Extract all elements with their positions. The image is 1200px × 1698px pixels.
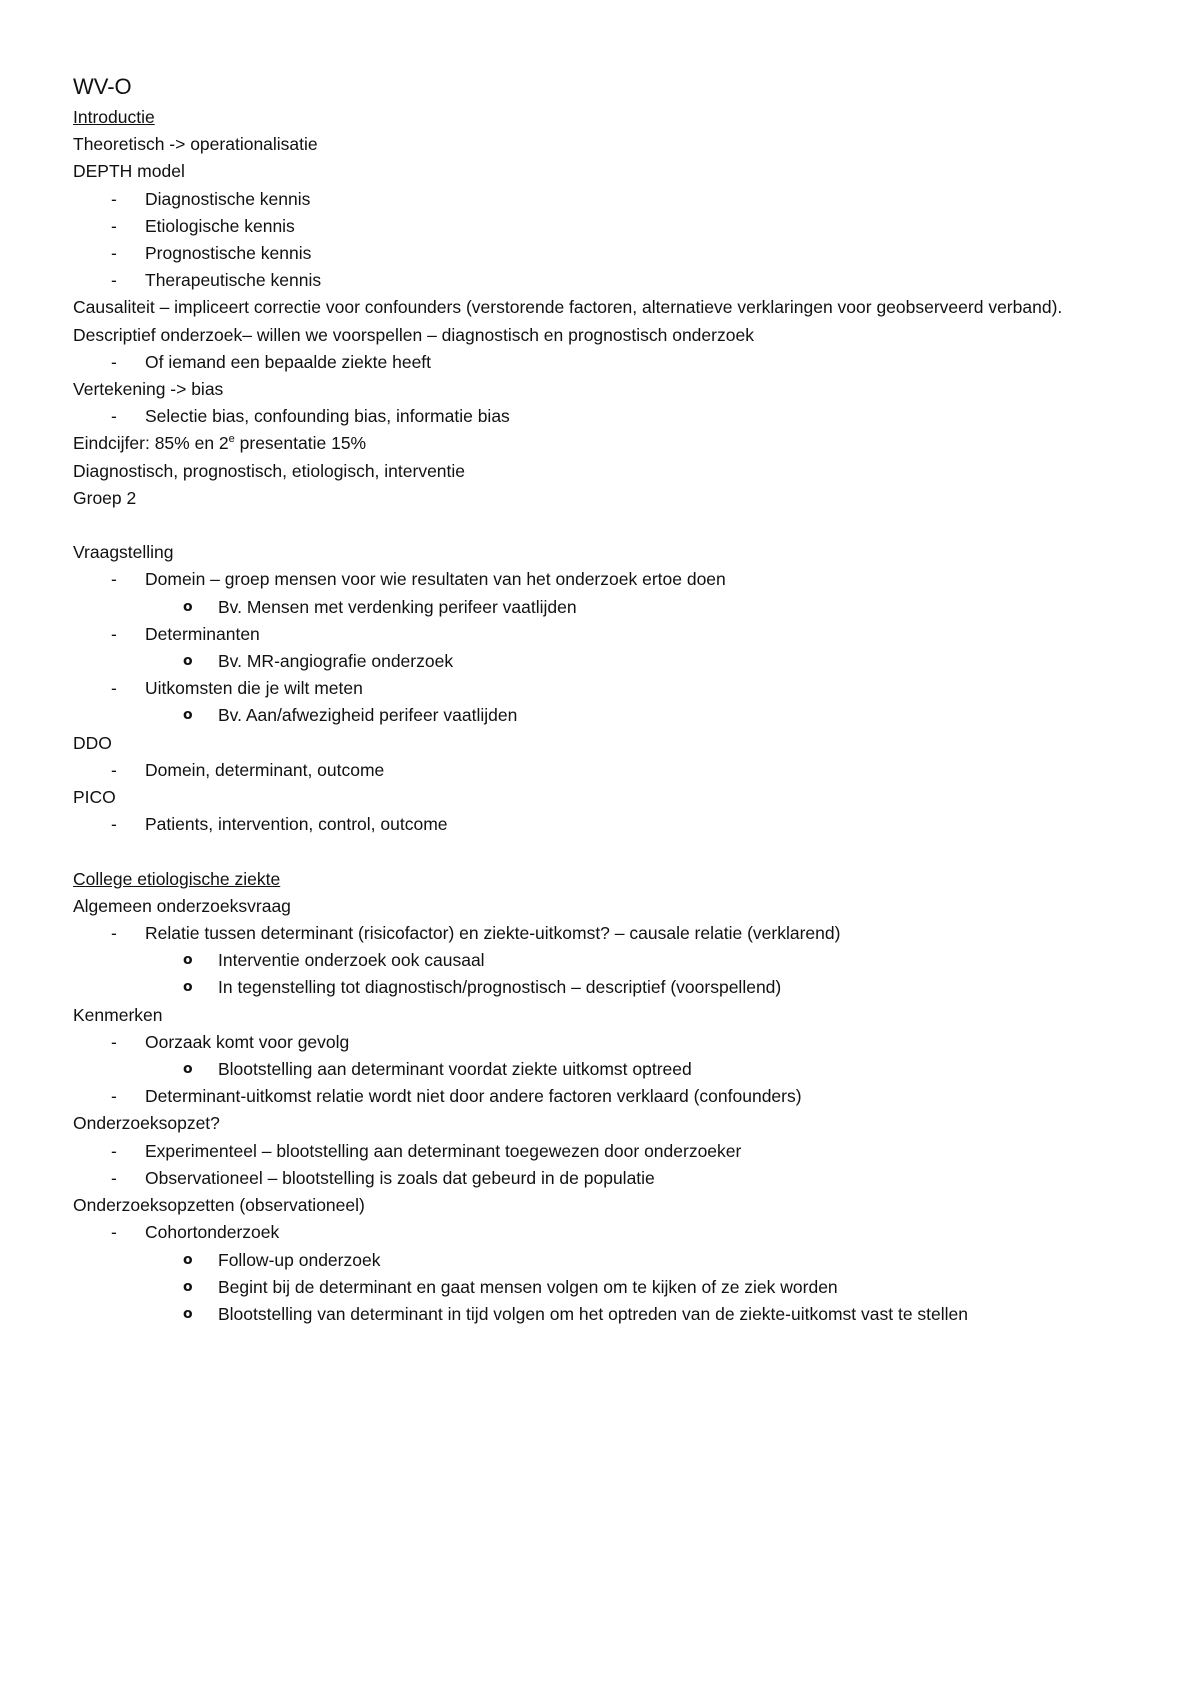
bullet-item — [73, 186, 1133, 213]
dash-marker: - — [111, 678, 117, 699]
bullet-item — [73, 240, 1133, 267]
sub-bullet-item — [73, 702, 1133, 729]
text-line: Onderzoeksopzetten (observationeel) — [73, 1195, 365, 1216]
bullet-text: Blootstelling aan determinant voordat ziekte uitkomst optreed — [218, 1059, 692, 1080]
bullet-item — [73, 811, 1133, 838]
circle-marker: o — [183, 979, 193, 996]
bullet-item — [73, 403, 1133, 430]
sub-bullet-item — [73, 1274, 1133, 1301]
text-line: Theoretisch -> operationalisatie — [73, 134, 318, 155]
bullet-text: Begint bij de determinant en gaat mensen volgen om te kijken of ze ziek worden — [218, 1276, 838, 1297]
bullet-text: Bv. MR-angiografie onderzoek — [218, 651, 454, 672]
circle-marker: o — [183, 952, 193, 969]
blank-line — [73, 838, 1133, 865]
bullet-text: Follow-up onderzoek — [218, 1249, 381, 1270]
circle-marker: o — [183, 707, 193, 724]
section-heading-vraagstelling: Vraagstelling — [73, 542, 174, 563]
section-heading-introductie: Introductie — [73, 107, 155, 127]
bullet-item — [73, 757, 1133, 784]
bullet-text: Domein – groep mensen voor wie resultaten van het onderzoek ertoe doen — [145, 569, 726, 590]
bullet-text: Determinanten — [145, 623, 260, 644]
bullet-text: Domein, determinant, outcome — [145, 759, 385, 780]
section-heading-college: College etiologische ziekte — [73, 868, 281, 889]
sub-bullet-item — [73, 594, 1133, 621]
bullet-text: Blootstelling van determinant in tijd volgen om het optreden van de ziekte-uitkomst vast te stellen — [218, 1303, 968, 1324]
circle-marker: o — [183, 1305, 193, 1322]
bullet-item — [73, 920, 1133, 947]
dash-marker: - — [111, 923, 117, 944]
dash-marker: - — [111, 623, 117, 644]
sub-bullet-item — [73, 974, 1133, 1001]
sub-bullet-item — [73, 947, 1133, 974]
dash-marker: - — [111, 814, 117, 835]
bullet-text: Prognostische kennis — [145, 243, 312, 264]
bullet-text: Determinant-uitkomst relatie wordt niet door andere factoren verklaard (confounders) — [145, 1086, 802, 1107]
dash-marker: - — [111, 1222, 117, 1243]
dash-marker: - — [111, 270, 117, 291]
text-line-eindcijfer — [73, 430, 1133, 457]
bullet-item — [73, 675, 1133, 702]
bullet-text: Therapeutische kennis — [145, 270, 322, 291]
text-line: Diagnostisch, prognostisch, etiologisch, interventie — [73, 460, 466, 481]
text-line: DEPTH model — [73, 161, 185, 182]
blank-line — [73, 512, 1133, 539]
circle-marker: o — [183, 1251, 193, 1268]
bullet-text: Oorzaak komt voor gevolg — [145, 1031, 350, 1052]
sub-bullet-item — [73, 648, 1133, 675]
bullet-item — [73, 213, 1133, 240]
dash-marker: - — [111, 569, 117, 590]
text-line: DDO — [73, 732, 112, 753]
sub-bullet-item — [73, 1301, 1133, 1328]
bullet-text: Patients, intervention, control, outcome — [145, 814, 448, 835]
bullet-text: Interventie onderzoek ook causaal — [218, 950, 485, 971]
bullet-text: Bv. Mensen met verdenking perifeer vaatlijden — [218, 596, 577, 617]
bullet-item — [73, 566, 1133, 593]
bullet-item — [73, 1083, 1133, 1110]
sub-bullet-item — [73, 1056, 1133, 1083]
dash-marker: - — [111, 1167, 117, 1188]
bullet-item — [73, 349, 1133, 376]
dash-marker: - — [111, 406, 117, 427]
text-span: Eindcijfer: 85% en 2 — [73, 433, 229, 454]
text-span: presentatie 15% — [234, 433, 367, 454]
bullet-text: Experimenteel – blootstelling aan determinant toegewezen door onderzoeker — [145, 1140, 742, 1161]
text-line: Causaliteit – impliceert correctie voor confounders (verstorende factoren, alternatieve verklaringen voor geobserveerd verband). — [73, 297, 1063, 318]
document-title: WV-O — [73, 74, 132, 99]
circle-marker: o — [183, 1061, 193, 1078]
bullet-item — [73, 1219, 1133, 1246]
bullet-text: Observationeel – blootstelling is zoals dat gebeurd in de populatie — [145, 1167, 655, 1188]
dash-marker: - — [111, 351, 117, 372]
document-body — [73, 72, 1133, 1328]
text-line: Algemeen onderzoeksvraag — [73, 895, 291, 916]
bullet-text: Cohortonderzoek — [145, 1222, 280, 1243]
bullet-text: Selectie bias, confounding bias, informatie bias — [145, 406, 510, 427]
text-line: Vertekening -> bias — [73, 379, 224, 400]
dash-marker: - — [111, 1031, 117, 1052]
bullet-item — [73, 267, 1133, 294]
bullet-text: Of iemand een bepaalde ziekte heeft — [145, 351, 432, 372]
dash-marker: - — [111, 1140, 117, 1161]
bullet-text: Bv. Aan/afwezigheid perifeer vaatlijden — [218, 705, 518, 726]
dash-marker: - — [111, 188, 117, 209]
circle-marker: o — [183, 598, 193, 615]
bullet-text: Diagnostische kennis — [145, 188, 311, 209]
text-line: PICO — [73, 787, 116, 808]
dash-marker: - — [111, 215, 117, 236]
bullet-item — [73, 621, 1133, 648]
bullet-item — [73, 1029, 1133, 1056]
bullet-item — [73, 1165, 1133, 1192]
circle-marker: o — [183, 653, 193, 670]
text-line: Kenmerken — [73, 1004, 163, 1025]
sub-bullet-item — [73, 1247, 1133, 1274]
dash-marker: - — [111, 1086, 117, 1107]
text-line: Groep 2 — [73, 487, 137, 508]
bullet-text: Uitkomsten die je wilt meten — [145, 678, 363, 699]
circle-marker: o — [183, 1278, 193, 1295]
bullet-text: Etiologische kennis — [145, 215, 295, 236]
text-line: Descriptief onderzoek– willen we voorspellen – diagnostisch en prognostisch onderzoek — [73, 324, 754, 345]
bullet-text: In tegenstelling tot diagnostisch/prognostisch – descriptief (voorspellend) — [218, 977, 782, 998]
dash-marker: - — [111, 759, 117, 780]
bullet-item — [73, 1138, 1133, 1165]
dash-marker: - — [111, 243, 117, 264]
text-line: Onderzoeksopzet? — [73, 1113, 220, 1134]
superscript: e — [228, 433, 235, 446]
bullet-text: Relatie tussen determinant (risicofactor) en ziekte-uitkomst? – causale relatie (verklarend) — [145, 923, 841, 944]
